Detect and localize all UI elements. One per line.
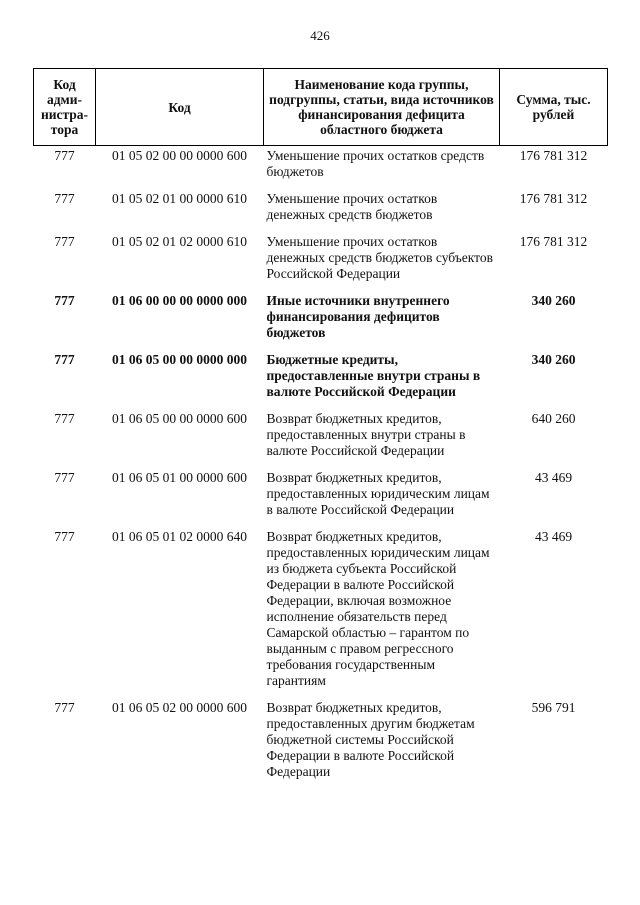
admin-code-cell: 777 (54, 148, 75, 163)
name-cell: Возврат бюджетных кредитов, предоставленных другим бюджетам бюджетной системы Российской Федерации в валюте Российской Федерации (266, 700, 475, 779)
sum-cell: 43 469 (534, 529, 573, 544)
sum-cell: 176 781 312 (519, 148, 588, 163)
admin-code-cell: 777 (54, 470, 75, 485)
table-row (34, 291, 608, 350)
header-admin-code: Код адми-нистра-тора (34, 69, 96, 146)
name-cell: Уменьшение прочих остатков денежных средств бюджетов субъектов Российской Федерации (266, 234, 494, 281)
admin-code-cell: 777 (54, 700, 75, 715)
table-row (34, 527, 608, 698)
sum-cell: 43 469 (534, 470, 573, 485)
name-cell: Возврат бюджетных кредитов, предоставленных юридическим лицам из бюджета субъекта Российской Федерации в валюте Российской Федерации, включая возможное исполнение обязательств перед Самарской областью – гарантом по выданным с правом регрессного требования государственным гарантиям (266, 529, 490, 688)
sum-cell: 176 781 312 (519, 234, 588, 249)
admin-code-cell: 777 (54, 234, 75, 249)
page-number: 426 (310, 28, 330, 43)
table-row (34, 409, 608, 468)
name-cell: Иные источники внутреннего финансирования дефицитов бюджетов (266, 293, 450, 340)
sum-cell: 340 260 (531, 293, 576, 308)
table-row (34, 350, 608, 409)
table-row (34, 232, 608, 291)
table-body (34, 146, 608, 790)
code-cell: 01 06 05 02 00 0000 600 (112, 700, 247, 715)
table-row (34, 189, 608, 232)
code-cell: 01 06 05 01 00 0000 600 (112, 470, 247, 485)
header-code: Код (96, 69, 264, 146)
sum-cell: 176 781 312 (519, 191, 588, 206)
name-cell: Возврат бюджетных кредитов, предоставленных внутри страны в валюте Российской Федерации (266, 411, 466, 458)
sum-cell: 596 791 (531, 700, 576, 715)
sum-cell: 640 260 (531, 411, 576, 426)
name-cell: Уменьшение прочих остатков денежных средств бюджетов (266, 191, 438, 222)
code-cell: 01 05 02 00 00 0000 600 (112, 148, 247, 163)
code-cell: 01 06 05 01 02 0000 640 (112, 529, 247, 544)
sources-financing-table (33, 68, 608, 789)
name-cell: Уменьшение прочих остатков средств бюджетов (266, 148, 485, 179)
header-sum: Сумма, тыс. рублей (500, 69, 608, 146)
admin-code-cell: 777 (54, 411, 75, 426)
table-row (34, 468, 608, 527)
header-name: Наименование кода группы, подгруппы, статьи, вида источников финансирования дефицита областного бюджета (264, 69, 500, 146)
code-cell: 01 06 05 00 00 0000 600 (112, 411, 247, 426)
name-cell: Возврат бюджетных кредитов, предоставленных юридическим лицам в валюте Российской Федерации (266, 470, 490, 517)
table-row (34, 698, 608, 789)
admin-code-cell: 777 (54, 529, 75, 544)
name-cell: Бюджетные кредиты, предоставленные внутри страны в валюте Российской Федерации (266, 352, 481, 399)
code-cell: 01 06 05 00 00 0000 000 (112, 352, 247, 367)
table-row (34, 146, 608, 190)
admin-code-cell: 777 (54, 293, 75, 308)
sum-cell: 340 260 (531, 352, 576, 367)
table-header-row (34, 69, 608, 146)
code-cell: 01 05 02 01 00 0000 610 (112, 191, 247, 206)
admin-code-cell: 777 (54, 352, 75, 367)
code-cell: 01 06 00 00 00 0000 000 (112, 293, 247, 308)
code-cell: 01 05 02 01 02 0000 610 (112, 234, 247, 249)
admin-code-cell: 777 (54, 191, 75, 206)
